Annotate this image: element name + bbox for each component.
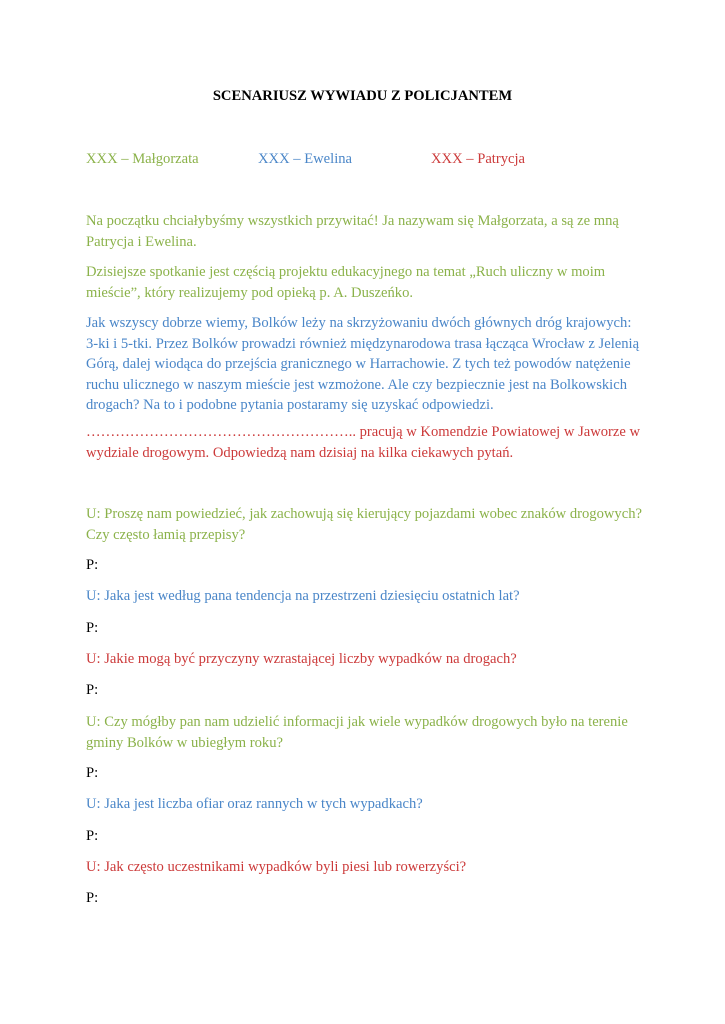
answer-3: P: — [86, 682, 99, 698]
intro-guests: ……………………………………………….. pracują w Komendzie Powiatowej w Jaworze w wydziale drogowym. Odpowiedzą nam dzisiaj na kilka ciekawych pytań. — [86, 424, 641, 461]
question-2: U: Jaka jest według pana tendencja na przestrzeni dziesięciu ostatnich lat? — [86, 588, 520, 604]
intro-greeting: Na początku chciałybyśmy wszystkich przywitać! Ja nazywam się Małgorzata, a są ze mną Patrycja i Ewelina. — [86, 213, 619, 250]
intro-project: Dzisiejsze spotkanie jest częścią projektu edukacyjnego na temat „Ruch uliczny w moim mieście”, który realizujemy pod opieką p. A. Duszeńko. — [86, 264, 606, 301]
question-5: U: Jaka jest liczba ofiar oraz rannych w tych wypadkach? — [86, 796, 423, 812]
question-3: U: Jakie mogą być przyczyny wzrastającej liczby wypadków na drogach? — [86, 651, 517, 667]
speaker-patrycja: XXX – Patrycja — [431, 151, 526, 167]
answer-6: P: — [86, 890, 99, 906]
document-title: SCENARIUSZ WYWIADU Z POLICJANTEM — [212, 88, 513, 104]
answer-5: P: — [86, 828, 99, 844]
answer-2: P: — [86, 620, 99, 636]
question-6: U: Jak często uczestnikami wypadków byli piesi lub rowerzyści? — [86, 859, 467, 875]
answer-1: P: — [86, 557, 99, 573]
speaker-malgorzata: XXX – Małgorzata — [86, 151, 199, 167]
intro-context: Jak wszyscy dobrze wiemy, Bolków leży na skrzyżowaniu dwóch głównych dróg krajowych: 3-ki i 5-tki. Przez Bolków prowadzi również międzynarodowa trasa łącząca Wrocław z Jelenią Górą, dalej wiodąca do przejścia granicznego w Harrachowie. Z tych też powodów natężenie ruchu ulicznego w naszym mieście jest wzmożone. Ale czy bezpiecznie jest na Bolkowskich drogach? Na to i podobne pytania postaramy się uzyskać odpowiedzi. — [86, 315, 640, 413]
speaker-list — [86, 149, 646, 170]
question-4: U: Czy mógłby pan nam udzielić informacji jak wiele wypadków drogowych było na terenie gminy Bolków w ubiegłym roku? — [86, 714, 628, 751]
question-1: U: Proszę nam powiedzieć, jak zachowują się kierujący pojazdami wobec znaków drogowych? Czy często łamią przepisy? — [86, 506, 642, 543]
answer-4: P: — [86, 765, 99, 781]
speaker-ewelina: XXX – Ewelina — [258, 151, 353, 167]
